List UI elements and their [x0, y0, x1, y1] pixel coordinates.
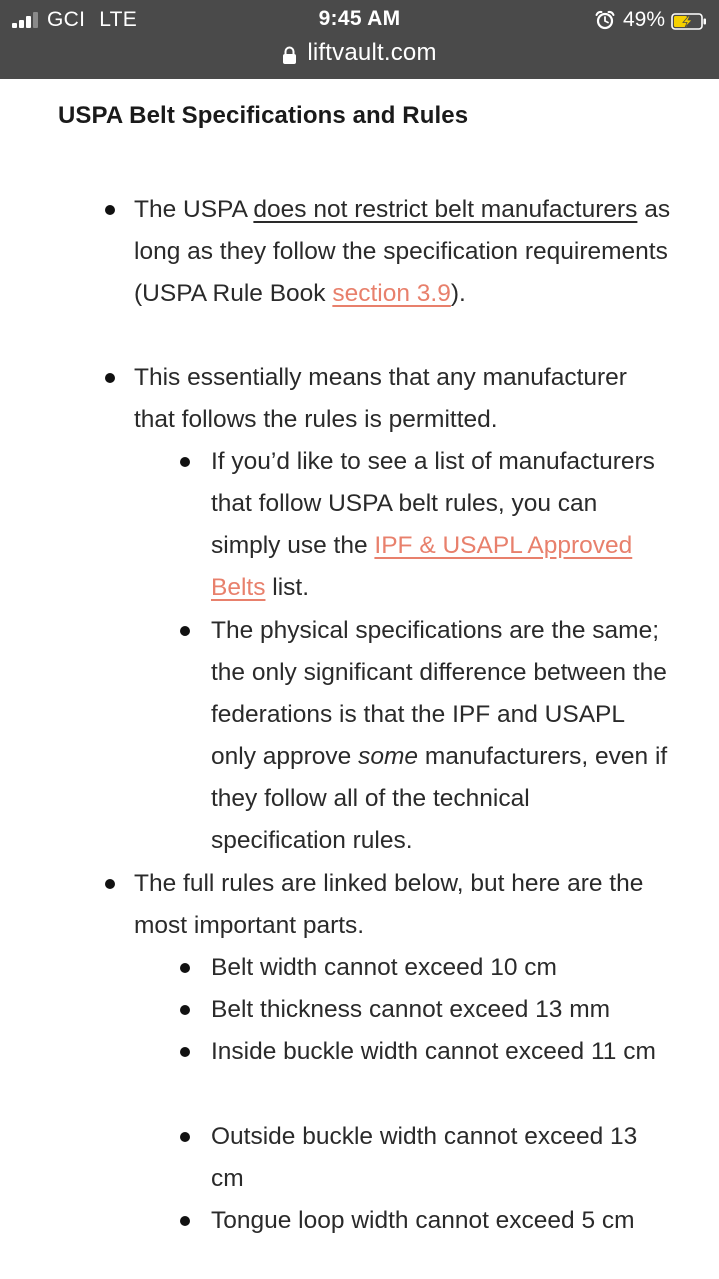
lock-icon — [282, 44, 297, 63]
rule-belt-thickness: Belt thickness cannot exceed 13 mm — [211, 996, 611, 1023]
bullet-dot — [105, 879, 115, 889]
section-heading: USPA Belt Specifications and Rules — [58, 102, 469, 129]
alarm-icon — [595, 10, 615, 30]
no-restriction-link[interactable]: does not restrict belt manufacturers — [253, 196, 638, 223]
bullet-dot — [105, 373, 115, 383]
bullet-dot — [180, 1047, 190, 1057]
bullet-dot — [180, 626, 190, 636]
bullet-dot — [180, 1005, 190, 1015]
bullet-dot — [180, 1216, 190, 1226]
rule-outside-buckle: Outside buckle width cannot exceed 13 cm — [211, 1123, 638, 1192]
status-right — [595, 7, 707, 33]
list-item-approved-list: If you’d like to see a list of manufacturers that follow USPA belt rules, you can simply use the IPF & USAPL Approved Belts list. — [211, 448, 655, 601]
section-3-9-link[interactable]: section 3.9 — [332, 280, 451, 307]
browser-top-bar — [0, 0, 719, 79]
bullet-dot — [180, 457, 190, 467]
list-item-no-restriction: The USPA does not restrict belt manufacturers as long as they follow the specification requirements (USPA Rule Book section 3.9). — [134, 196, 671, 307]
battery-charging-icon — [671, 12, 707, 29]
bullet-dot — [105, 205, 115, 215]
list-item-any-manufacturer: This essentially means that any manufacturer that follows the rules is permitted. — [134, 364, 627, 433]
rule-inside-buckle: Inside buckle width cannot exceed 11 cm — [211, 1038, 656, 1065]
status-time: 9:45 AM — [318, 7, 401, 30]
address-bar[interactable] — [0, 38, 719, 68]
battery-percentage: 49% — [622, 8, 665, 31]
bullet-dot — [180, 1132, 190, 1142]
rule-tongue-loop: Tongue loop width cannot exceed 5 cm — [211, 1207, 635, 1234]
list-item-physical-specs: The physical specifications are the same; the only significant difference between the federations is that the IPF and USAPL only approve some manufacturers, even if they follow all of the technical specification rules. — [211, 617, 668, 854]
network-type: LTE — [99, 8, 138, 31]
url-text: liftvault.com — [307, 39, 437, 66]
carrier-name: GCI — [47, 8, 86, 31]
list-item-full-rules: The full rules are linked below, but here are the most important parts. — [134, 870, 644, 939]
rule-belt-width: Belt width cannot exceed 10 cm — [211, 954, 557, 981]
approved-belts-link[interactable]: IPF & USAPL Approved Belts — [211, 532, 633, 601]
bullet-dot — [180, 963, 190, 973]
